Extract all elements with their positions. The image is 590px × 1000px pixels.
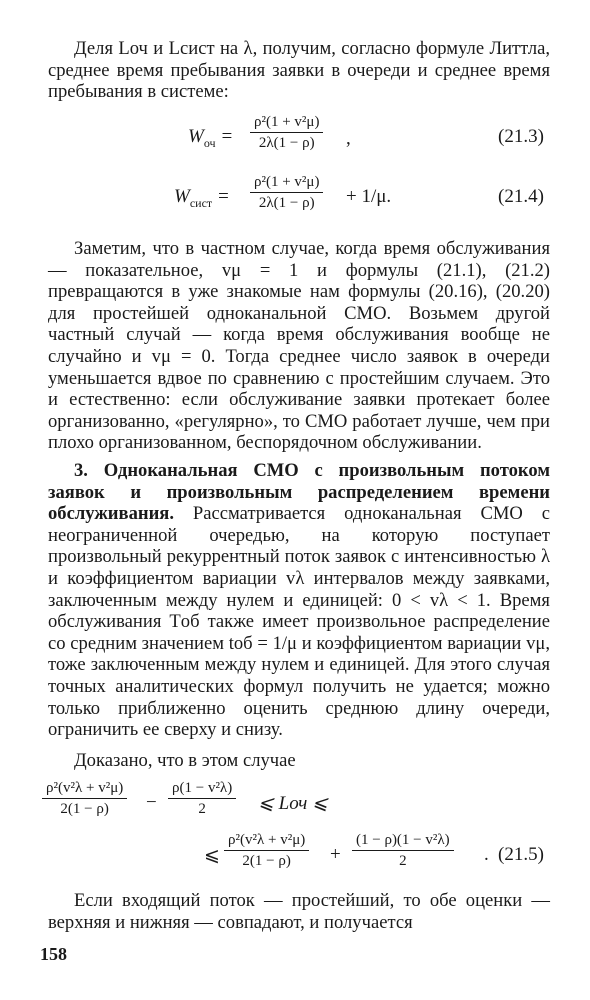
equation-21-5 [0, 778, 590, 888]
eq3-fraction-3: $\frac{\text{ρ²(v²λ + v²μ)}}{2(1 - \rho)}$ [224, 830, 309, 871]
page-number: 158 [40, 944, 67, 964]
eq3-number: (21.5) [498, 844, 544, 865]
eq2-number: (21.4) [498, 186, 544, 207]
eq1-tail: , [346, 128, 351, 149]
eq1-fraction: $\frac{\text{ρ²(1 + v²μ)}}{2\lambda(1 - \rho)}$ [250, 112, 323, 153]
eq3-bounds: ⩽ Lоч ⩽ [258, 793, 328, 814]
eq3-fraction-4: $\frac{\text{(1 − ρ)(1 − v²λ)}}{2}$ [352, 830, 454, 871]
paragraph-proved: Доказано, что в этом случае [74, 750, 296, 771]
equation-21-3 [0, 112, 590, 172]
paragraph-simple-flow: Если входящий поток — простейший, то обе оценки — верхняя и нижняя — совпадают, и получается [48, 890, 550, 933]
eq3-dot: . [484, 844, 489, 865]
eq2-lhs: $W_{сист}$ = [174, 186, 230, 210]
paragraph-remark: Заметим, что в частном случае, когда время обслуживания — показательное, vμ = 1 и формулы (21.1), (21.2) превращаются в уже знакомые нам формулы (20.16), (20.20) для простейшей одноканальной СМО. Возьмем другой частный случай — когда время обслуживания вообще не случайно и vμ = 0. Тогда среднее число заявок в очереди уменьшается вдвое по сравнению с простейшим случаем. Это и естественно: если обслуживание заявки протекает более организованно, «регулярно», то СМО работает лучше, чем при плохо организованном, беспорядочном обслуживании. [48, 238, 550, 454]
eq1-number: (21.3) [498, 126, 544, 147]
eq3-fraction-1: $\frac{\text{ρ²(v²λ + v²μ)}}{2(1 - \rho)}$ [42, 778, 127, 819]
paragraph-section-3 [48, 460, 550, 741]
section-3-heading: 3. Одноканальная СМО с произвольным потоком заявок и произвольным распределением времени обслуживания. [48, 460, 550, 525]
eq3-minus: − [146, 792, 157, 813]
eq1-lhs: $W_{оч}$ = [188, 126, 234, 150]
eq2-tail: + 1/μ. [346, 186, 392, 207]
eq2-fraction: $\frac{\text{ρ²(1 + v²μ)}}{2\lambda(1 - \rho)}$ [250, 172, 323, 213]
eq3-plus: + [330, 844, 341, 865]
paragraph-intro: Деля Lоч и Lсист на λ, получим, согласно формуле Литтла, среднее время пребывания заявки в очереди и среднее время пребывания в системе: [48, 38, 550, 103]
eq3-fraction-2: $\frac{\text{ρ(1 − v²λ)}}{2}$ [168, 778, 236, 819]
equation-21-4 [0, 172, 590, 232]
eq3-le: ⩽ [204, 845, 220, 866]
section-3-body: Рассматривается одноканальная СМО с неограниченной очередью, на которую поступает произвольный рекуррентный поток заявок с интенсивностью λ и коэффициентом вариации vλ интервалов между заявками, заключенным между нулем и единицей: 0 < vλ < 1. Время обслуживания Tоб также имеет произвольное распределение со средним значением tоб = 1/μ и коэффициентом вариации vμ, тоже заключенным между нулем и единицей. Для этого случая точных аналитических формул получить не удается; можно только приближенно оценить среднюю длину очереди, ограничить ее сверху и снизу. [48, 503, 550, 741]
